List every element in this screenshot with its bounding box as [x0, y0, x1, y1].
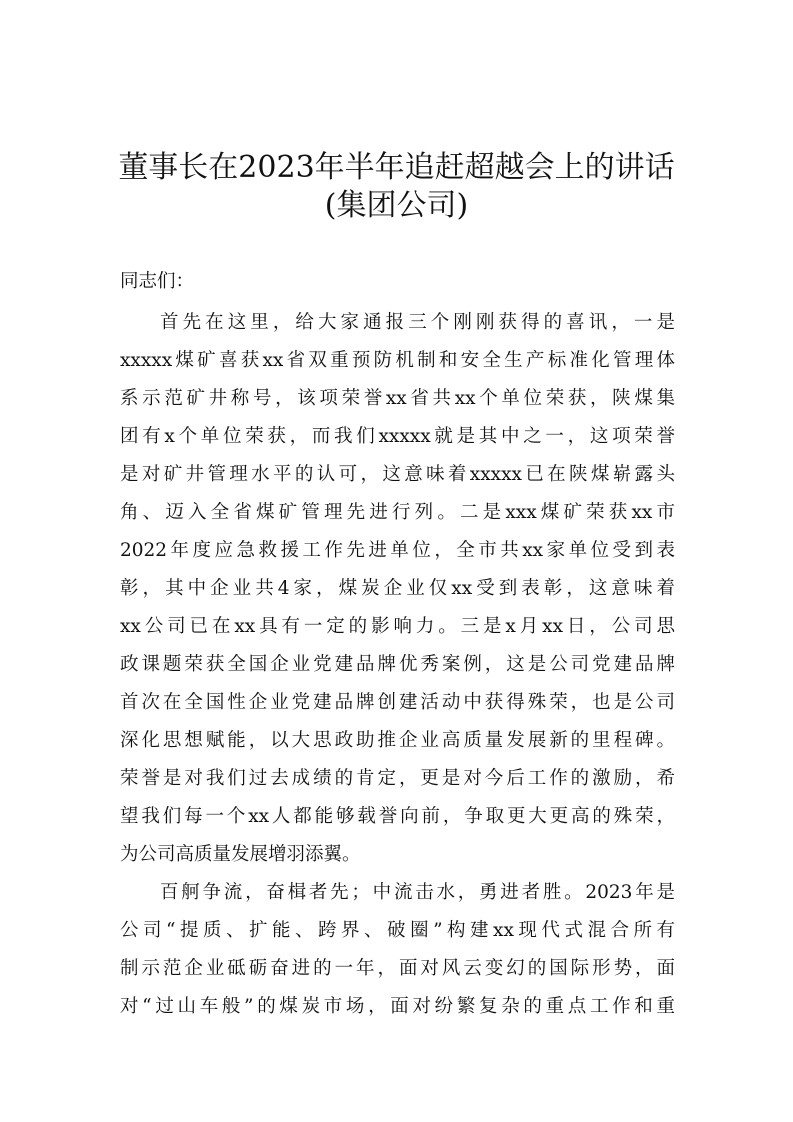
paragraph-line: 百舸争流，奋楫者先；中流击水，勇进者胜。2023年是 — [160, 882, 675, 903]
paragraph-line: 系示范矿井称号，该项荣誉xx省共xx个单位荣获，陕煤集 — [120, 388, 675, 409]
paragraph-line: xxxxx煤矿喜获xx省双重预防机制和安全生产标准化管理体 — [120, 350, 675, 371]
paragraph-line: 2022年度应急救援工作先进单位，全市共xx家单位受到表 — [120, 540, 675, 561]
paragraph-line: 深化思想赋能，以大思政助推企业高质量发展新的里程碑。 — [120, 730, 675, 751]
paragraph-line: 对“过山车般”的煤炭市场，面对纷繁复杂的重点工作和重 — [120, 996, 675, 1017]
paragraph-line: 政课题荣获全国企业党建品牌优秀案例，这是公司党建品牌 — [120, 654, 675, 675]
paragraph-line: 角、迈入全省煤矿管理先进行列。二是xxx煤矿荣获xx市 — [120, 502, 675, 523]
paragraph-line: xx公司已在xx具有一定的影响力。三是x月xx日，公司思 — [120, 616, 675, 637]
paragraph-line: 首先在这里，给大家通报三个刚刚获得的喜讯，一是 — [160, 312, 675, 333]
document-title: 董事长在2023年半年追赶超越会上的讲话 — [118, 150, 675, 185]
paragraph-line: 望我们每一个xx人都能够载誉向前，争取更大更高的殊荣， — [120, 806, 675, 827]
paragraph-line: 首次在全国性企业党建品牌创建活动中获得殊荣，也是公司 — [120, 692, 675, 713]
paragraph-line: 荣誉是对我们过去成绩的肯定，更是对今后工作的激励，希 — [120, 768, 675, 789]
paragraph-line: 为公司高质量发展增羽添翼。 — [120, 844, 361, 865]
paragraph-line: 制示范企业砥砺奋进的一年，面对风云变幻的国际形势，面 — [120, 958, 675, 979]
document-subtitle: (集团公司) — [324, 188, 469, 223]
paragraph-line: 彰，其中企业共4家，煤炭企业仅xx受到表彰，这意味着 — [120, 578, 675, 599]
paragraph-line: 是对矿井管理水平的认可，这意味着xxxxx已在陕煤崭露头 — [120, 464, 675, 485]
paragraph-line: 公司“提质、扩能、跨界、破圈”构建xx现代式混合所有 — [120, 920, 675, 941]
paragraph-line: 团有x个单位荣获，而我们xxxxx就是其中之一，这项荣誉 — [120, 426, 675, 447]
salutation: 同志们： — [120, 271, 195, 292]
